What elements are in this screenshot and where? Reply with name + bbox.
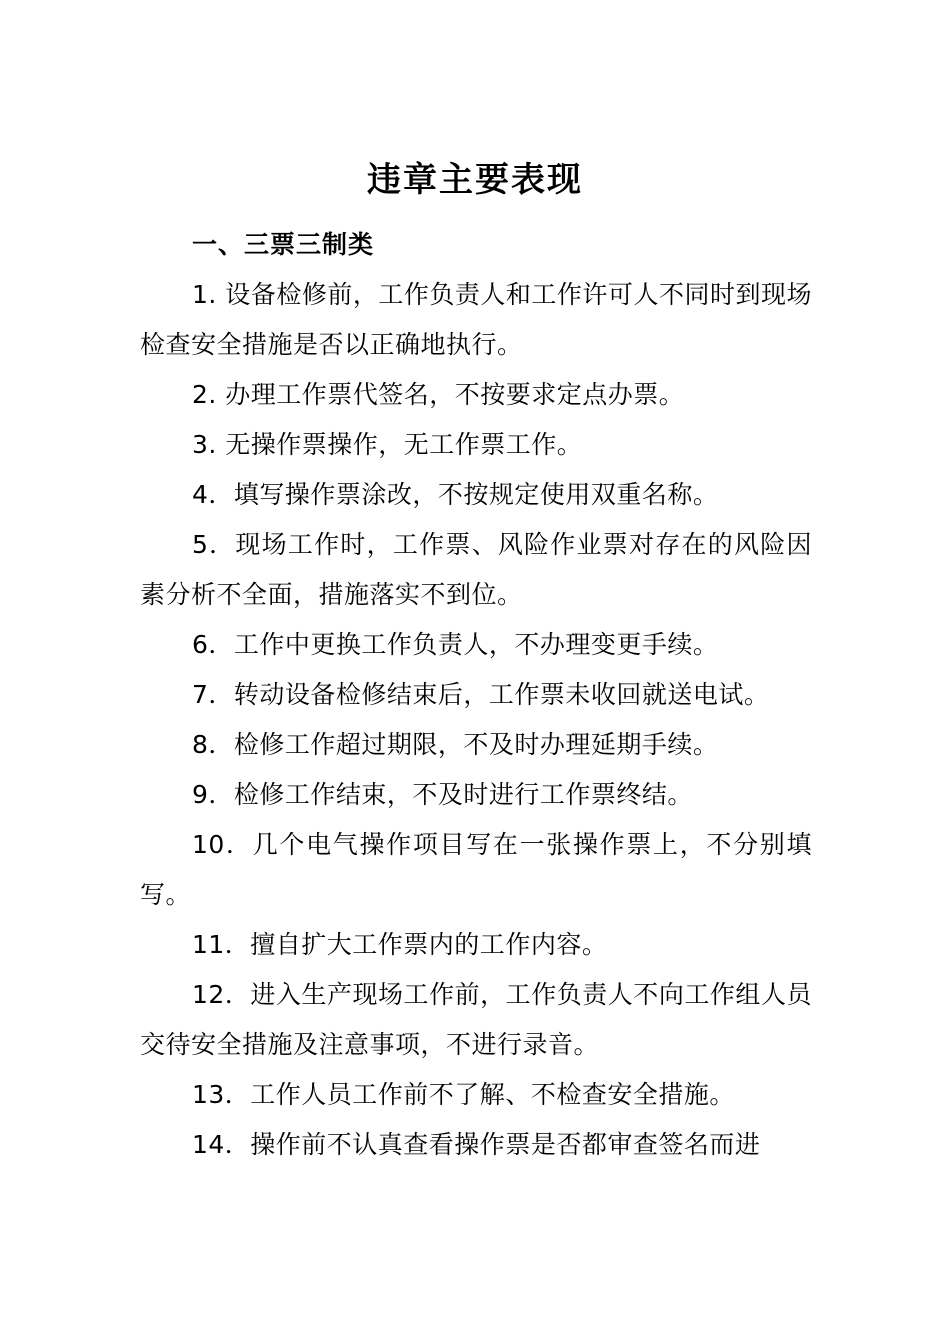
document-title: 违章主要表现 [367, 160, 583, 200]
list-item: 13．工作人员工作前不了解、不检查安全措施。 [192, 1080, 735, 1109]
list-item: 4．填写操作票涂改，不按规定使用双重名称。 [192, 480, 719, 509]
list-item: 2. 办理工作票代签名，不按要求定点办票。 [192, 380, 685, 409]
list-item: 10．几个电气操作项目写在一张操作票上，不分别填写。 [140, 830, 812, 909]
list-item: 8．检修工作超过期限，不及时办理延期手续。 [192, 730, 719, 759]
list-item: 1. 设备检修前，工作负责人和工作许可人不同时到现场检查安全措施是否以正确地执行。 [140, 280, 812, 359]
list-item: 6．工作中更换工作负责人，不办理变更手续。 [192, 630, 719, 659]
list-item: 12．进入生产现场工作前，工作负责人不向工作组人员交待安全措施及注意事项，不进行录音。 [140, 980, 812, 1059]
list-item: 3. 无操作票操作，无工作票工作。 [192, 430, 583, 459]
document-body [140, 220, 812, 1170]
list-item: 11．擅自扩大工作票内的工作内容。 [192, 930, 608, 959]
section-heading: 一、三票三制类 [192, 230, 375, 259]
list-item: 14．操作前不认真查看操作票是否都审查签名而进 [192, 1130, 761, 1159]
list-item: 9．检修工作结束，不及时进行工作票终结。 [192, 780, 693, 809]
list-item: 7．转动设备检修结束后，工作票未收回就送电试。 [192, 680, 770, 709]
list-item: 5．现场工作时，工作票、风险作业票对存在的风险因素分析不全面，措施落实不到位。 [140, 530, 812, 609]
